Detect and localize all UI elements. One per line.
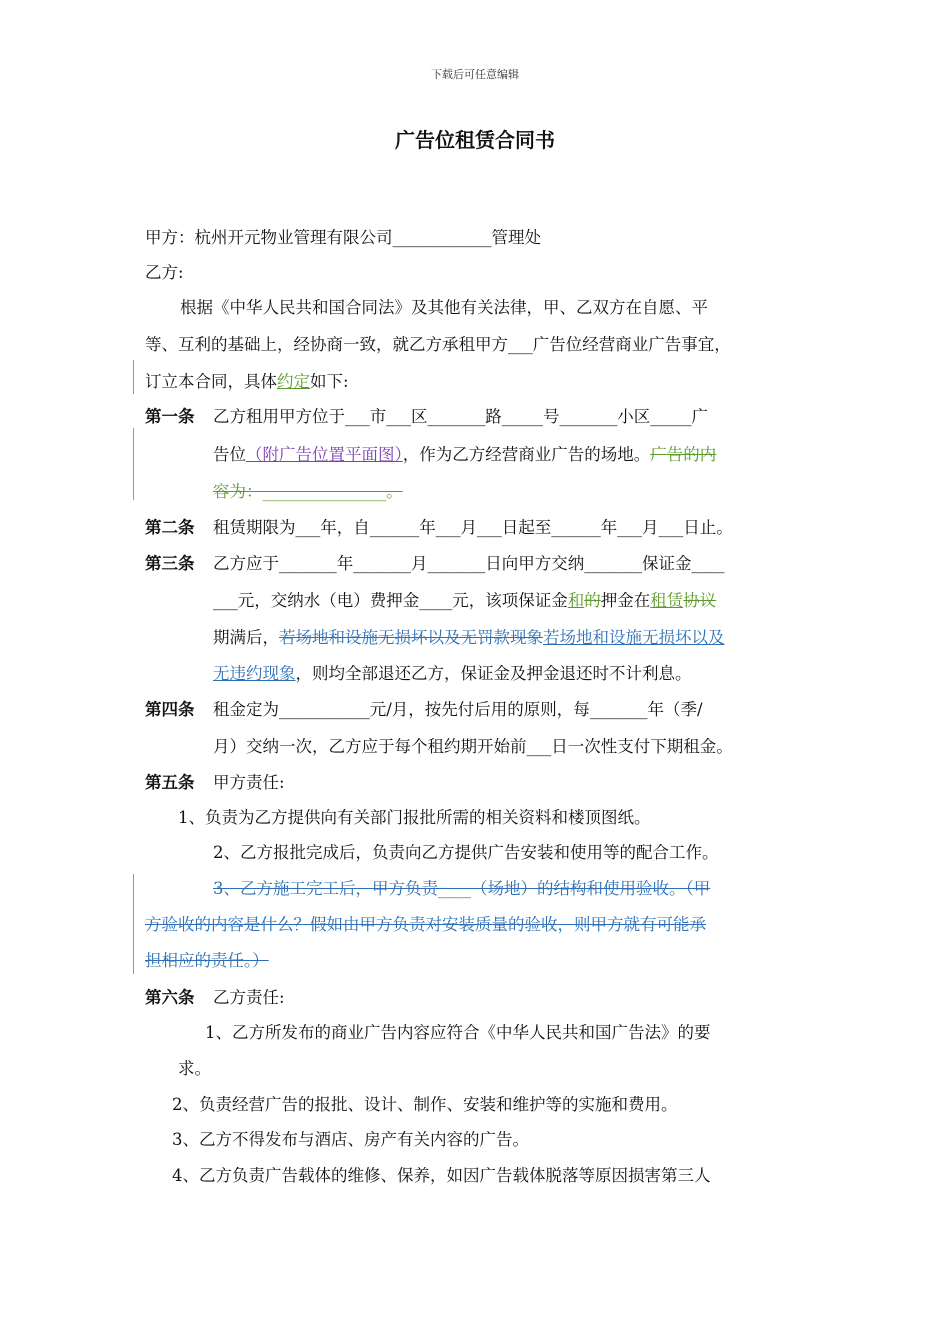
revision-insert: 无违约现象 [213,664,296,683]
article-2-line-1: 租赁期限为___年，自______年___月___日起至______年___月___日止。 [213,518,733,537]
article-6-heading: 乙方责任: [213,988,285,1007]
article-3-line-1: 乙方应于_______年_______月_______日向甲方交纳_______保证金____ [213,554,725,573]
revision-insert: 和 [567,591,585,610]
article-3-line-2: ___元，交纳水（电）费押金____元，该项保证金和的押金在租赁协议 [213,591,717,610]
article-5-item-3-line-1 [213,878,710,900]
revision-insert: 若场地和设施无损坏以及 [543,628,725,647]
article-3-label: 第三条 [145,554,195,573]
article-6-item-1-line-1: 1、乙方所发布的商业广告内容应符合《中华人民共和国广告法》的要 [205,1023,711,1042]
revision-bar [133,428,134,500]
article-1-label: 第一条 [145,407,195,426]
revision-insert: （附广告位置平面图） [246,445,403,464]
article-5-item-3-line-3 [145,950,269,972]
revision-insert: 约定 [277,372,310,391]
article-2-label: 第二条 [145,518,195,537]
article-1-line-2: 告位（附广告位置平面图），作为乙方经营商业广告的场地。广告的内 [213,445,717,464]
revision-delete: 担相应的责任。） [145,951,269,970]
revision-delete: 容为：_______________。 [213,482,403,501]
article-5-item-1: 1、负责为乙方提供向有关部门报批所需的相关资料和楼顶图纸。 [178,808,651,827]
article-5-heading: 甲方责任: [213,773,285,792]
revision-bar [133,874,134,974]
revision-bar [133,360,134,394]
article-6-item-2: 2、负责经营广告的报批、设计、制作、安装和维护等的实施和费用。 [172,1095,678,1114]
article-6-item-1-line-2: 求。 [178,1059,211,1078]
article-6-label: 第六条 [145,988,195,1007]
intro-line-3: 订立本合同，具体约定如下: [145,372,349,391]
article-3-line-4: 无违约现象，则均全部退还乙方，保证金及押金退还时不计利息。 [213,664,692,683]
article-5-item-3-line-2 [145,914,706,936]
intro-line-1: 根据《中华人民共和国合同法》及其他有关法律，甲、乙双方在自愿、平 [180,298,708,317]
document-title: 广告位租赁合同书 [395,128,555,152]
article-4-line-2: 月）交纳一次，乙方应于每个租约期开始前___日一次性支付下期租金。 [213,737,733,756]
article-3-line-3: 期满后，若场地和设施无损坏以及无罚款现象若场地和设施无损坏以及 [213,628,725,647]
article-1-line-1: 乙方租用甲方位于___市___区_______路_____号_______小区_____广 [213,407,708,426]
article-4-line-1: 租金定为___________元/月，按先付后用的原则，每_______年（季/ [213,700,703,719]
article-5-item-2: 2、乙方报批完成后，负责向乙方提供广告安装和使用等的配合工作。 [213,843,719,862]
intro-line-2: 等、互利的基础上，经协商一致，就乙方承租甲方___广告位经营商业广告事宜， [145,335,731,354]
article-6-item-3: 3、乙方不得发布与酒店、房产有关内容的广告。 [172,1130,529,1149]
article-4-label: 第四条 [145,700,195,719]
revision-delete: 广告的内 [650,445,717,464]
revision-delete: 若场地和设施无损坏以及无罚款现象 [279,628,543,647]
revision-delete: 方验收的内容是什么？假如由甲方负责对安装质量的验收，则甲方就有可能承 [145,915,706,934]
article-5-label: 第五条 [145,773,195,792]
party-b: 乙方: [145,263,184,282]
article-1-line-3 [213,481,403,503]
party-a: 甲方：杭州开元物业管理有限公司____________管理处 [145,228,541,247]
page-header: 下载后可任意编辑 [431,68,519,81]
article-6-item-4: 4、乙方负责广告载体的维修、保养，如因广告载体脱落等原因损害第三人 [172,1166,711,1185]
revision-insert: 租赁 [650,591,684,610]
revision-delete: 的 [584,591,601,610]
revision-delete: 3、乙方施工完工后，甲方负责____（场地）的结构和使用验收。（甲 [213,879,711,898]
revision-delete: 协议 [683,591,717,610]
